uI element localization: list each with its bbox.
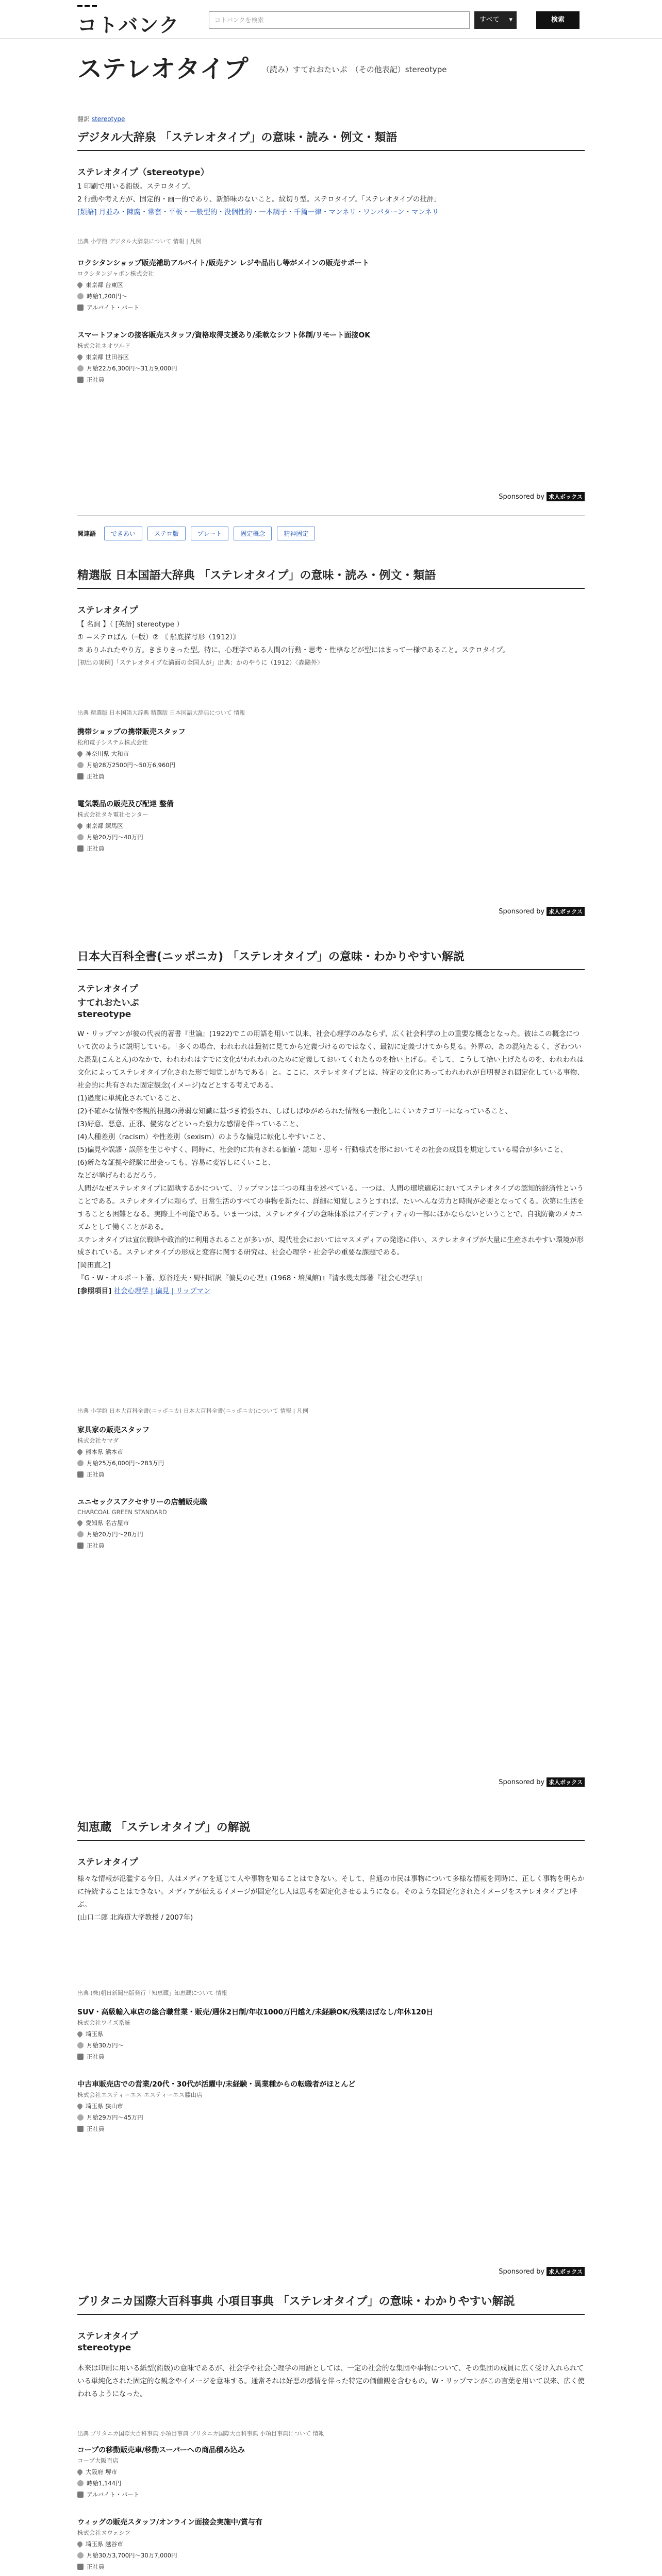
job-type: 正社員 [87, 773, 105, 780]
citation: [初出の実例]「ステレオタイプな満面の全国人が」出典：かのやうに（1912）〈森鷗外〉 [77, 658, 323, 666]
sense-1: 1 印刷で用いる鉛版。ステロタイプ。 [77, 182, 194, 191]
location-icon [76, 1519, 84, 1527]
sponsor-brand[interactable]: 求人ボックス [547, 492, 585, 501]
job-pay: 月給20万円〜40万円 [87, 834, 143, 841]
location-icon [76, 750, 84, 757]
job-pay-row [77, 292, 585, 300]
job-type-row [77, 1470, 585, 1479]
job-pay: 月給28万2500円〜50万6,960円 [87, 761, 175, 769]
job-title[interactable]: コープの移動販売車/移動スーパーへの商品積み込み [77, 2446, 245, 2454]
divider [77, 515, 585, 516]
job-title[interactable]: 中古車販売店での営業/20代・30代が活躍中/未経験・異業種からの転職者がほとんど [77, 2080, 356, 2089]
entry-body [77, 1028, 585, 1298]
location-icon [76, 1448, 84, 1455]
job-type-icon [77, 1471, 84, 1478]
job-type: アルバイト・パート [87, 304, 140, 311]
pos-line: 【 名詞 】（ [英語] stereotype ） [77, 620, 184, 629]
job-type-row [77, 376, 585, 384]
related-tag[interactable]: できあい [104, 527, 142, 540]
sponsor-label: Sponsored by [499, 2268, 545, 2276]
salary-icon [77, 2480, 84, 2486]
entry-title: ステレオタイプ [77, 1857, 138, 1868]
job-type: 正社員 [87, 845, 105, 852]
job-type-icon [77, 377, 84, 383]
job-pay-row [77, 2113, 585, 2122]
source-meta: 出典 小学館 デジタル大辞泉について 情報 | 凡例 [77, 238, 202, 245]
job-type-icon [77, 2054, 84, 2060]
job-card[interactable] [77, 2079, 585, 2133]
page-title-row [77, 49, 585, 84]
related-label: 関連語 [77, 530, 96, 537]
location-icon [76, 2468, 84, 2476]
source-meta: 出典 小学館 日本大百科全書(ニッポニカ) 日本大百科全書(ニッポニカ)について 情報 | 凡例 [77, 1408, 308, 1414]
job-type: 正社員 [87, 2563, 105, 2570]
job-pay-row [77, 833, 585, 841]
salary-icon [77, 2114, 84, 2121]
section-nikkoku-head: 精選版 日本国語大辞典 「ステレオタイプ」の意味・読み・例文・類語 [77, 567, 585, 589]
source-meta: 出典 ブリタニカ国際大百科事典 小項目事典 ブリタニカ国際大百科事典 小項目事典について 情報 [77, 2430, 324, 2437]
job-pay: 月給20万円〜28万円 [87, 1531, 143, 1538]
entry-reading: すてれおたいぷ [77, 998, 139, 1008]
job-company: 株式会社ヤマダ [77, 1437, 119, 1444]
job-location-row [77, 281, 585, 289]
salary-icon [77, 1531, 84, 1537]
page-yomi: （読み）すてれおたいぷ （その他表記）stereotype [261, 65, 447, 74]
job-location: 埼玉県 [86, 2030, 104, 2038]
job-type: 正社員 [87, 2125, 105, 2132]
section-daijisen-head: デジタル大辞泉 「ステレオタイプ」の意味・読み・例文・類語 [77, 129, 585, 151]
reference-label: [参照項目] [77, 1287, 112, 1296]
reference-links[interactable]: 社会心理学 | 偏見 | リップマン [113, 1287, 211, 1296]
related-tag[interactable]: プレート [191, 527, 229, 540]
list-item: (3)好意、悪意、正邪、優劣などといった強力な感情を伴っていること、 [77, 1120, 303, 1128]
job-pay: 月給29万円〜45万円 [87, 2114, 143, 2121]
location-icon [76, 822, 84, 829]
reference-row [77, 1285, 585, 1298]
job-type-row [77, 303, 585, 312]
search-button[interactable]: 検索 [536, 11, 580, 29]
job-title[interactable]: SUV・高級輸入車店の総合職営業・販売/週休2日制/年収1000万円越え/未経験OK/残業ほぼなし/年休120日 [77, 2008, 434, 2016]
search-input[interactable]: コトバンクを検索 [209, 11, 470, 29]
entry-body [77, 618, 585, 668]
translation-link[interactable]: stereotype [91, 115, 125, 123]
job-card[interactable] [77, 726, 585, 781]
source-meta: 出典 精選版 日本国語大辞典 精選版 日本国語大辞典について 情報 [77, 709, 245, 716]
job-type-icon [77, 2564, 84, 2570]
job-card[interactable] [77, 258, 585, 312]
job-company: 株式会社ネオワルド [77, 342, 131, 349]
job-company: 松和電子システム株式会社 [77, 739, 148, 746]
translation-label: 翻訳 [77, 115, 90, 123]
sponsor-brand[interactable]: 求人ボックス [547, 2267, 585, 2276]
job-location-row [77, 2102, 585, 2110]
related-tag[interactable]: 固定概念 [234, 527, 272, 540]
job-company: ロクシタンジャポン株式会社 [77, 270, 154, 277]
job-location-row [77, 1448, 585, 1456]
job-location: 東京都 台東区 [86, 281, 123, 289]
job-title[interactable]: ロクシタンショップ販売補助アルバイト/販売テン レジや品出し等がメインの販売サポート [77, 259, 369, 267]
job-location-row [77, 750, 585, 758]
sponsor-brand[interactable]: 求人ボックス [547, 907, 585, 916]
translation-row [77, 114, 585, 123]
job-location: 熊本県 熊本市 [86, 1448, 123, 1455]
bibliography: 『G・W・オルポート著、原谷達夫・野村昭訳『偏見の心理』(1968・培風館)』『清水幾太郎著『社会心理学』』 [77, 1274, 426, 1283]
sponsor-line[interactable] [77, 2267, 585, 2276]
location-icon [76, 353, 84, 361]
job-location: 東京都 世田谷区 [86, 353, 129, 361]
job-company: 株式会社ヌウェシフ [77, 2529, 131, 2536]
job-card[interactable] [77, 2445, 585, 2499]
list-item: (5)偏見や誤謬・誤解を生じやすく、同時に、社会的に共有される価値・認知・思考・行動様式を形においてその社会の成員を規定している場合が多いこと、 [77, 1145, 568, 1154]
job-pay-row [77, 364, 585, 372]
entry-body [77, 2362, 585, 2401]
list-item: (4)人種差別（racism）や性差別（sexism）のような偏見に転化しやすいこと、 [77, 1132, 330, 1141]
location-icon [76, 2103, 84, 2110]
job-type-row [77, 772, 585, 781]
job-card[interactable] [77, 1425, 585, 1479]
job-type-icon [77, 1543, 84, 1549]
job-pay-row [77, 761, 585, 769]
job-type-icon [77, 2492, 84, 2498]
job-title[interactable]: ウィッグの販売スタッフ/オンライン面接会実施中/賞与有 [77, 2518, 262, 2527]
job-title[interactable]: 携帯ショップの携帯販売スタッフ [77, 728, 186, 736]
job-type-row [77, 844, 585, 853]
job-type-icon [77, 845, 84, 852]
entry-title: ステレオタイプ [77, 2331, 138, 2342]
related-tag[interactable]: ステロ版 [147, 527, 186, 540]
job-location: 埼玉県 狭山市 [86, 2103, 123, 2110]
entry-body [77, 180, 585, 219]
job-type: 正社員 [87, 2053, 105, 2060]
paragraph: 本来は印刷に用いる紙型(鉛版)の意味であるが、社会学や社会心理学の用語としては、一定の社会的な集団や事物について、その集団の成員に広く受け入れられている単純化された固定的な観念やイメージを意味する。通常それは好悪の感情を伴った特定の価値観を含むもの。W・リップマンがこの言葉を用いて以来、広く使われるようになった。 [77, 2364, 585, 2398]
salary-icon [77, 2042, 84, 2048]
job-type-row [77, 2563, 585, 2571]
job-location: 愛知県 名古屋市 [86, 1519, 129, 1527]
job-type-row [77, 1541, 585, 1550]
job-type: 正社員 [87, 376, 105, 383]
list-item: (6)新たな証拠や経験に出会っても、容易に変容しにくいこと、 [77, 1158, 275, 1167]
job-location-row [77, 822, 585, 830]
sense-2: 2 行動や考え方が、固定的・画一的であり、新鮮味のないこと。紋切り型。ステロタイプ。「ステレオタイプの批評」 [77, 195, 441, 204]
job-card[interactable] [77, 1497, 585, 1550]
entry-title: ステレオタイプ（stereotype） [77, 167, 209, 178]
job-location-row [77, 2468, 585, 2476]
job-pay-row [77, 1530, 585, 1538]
salary-icon [77, 2552, 84, 2558]
job-pay: 月給25万6,000円〜283万円 [87, 1460, 164, 1467]
source-meta: 出典 (株)朝日新聞出版発行「知恵蔵」知恵蔵について 情報 [77, 1990, 227, 1996]
job-location: 神奈川県 大和市 [86, 750, 129, 757]
section-britannica-head: ブリタニカ国際大百科事典 小項目事典 「ステレオタイプ」の意味・わかりやすい解説 [77, 2293, 585, 2315]
paragraph: 様々な情報が氾濫する今日、人はメディアを通じて人や事物を知ることはできない。そして、普通の市民は事物について多様な情報を同時に、正しく事物を明らかに持続することはできない。メディアが伝えるイメージが固定化し人は思考を固定化させるようになる。そのような固定化されたイメージをステレオタイプと呼ぶ。 [77, 1875, 585, 1909]
job-location-row [77, 1519, 585, 1527]
job-type-row [77, 2053, 585, 2061]
job-pay-row [77, 2041, 585, 2049]
job-type-row [77, 2490, 585, 2499]
salary-icon [77, 1460, 84, 1466]
salary-icon [77, 762, 84, 768]
sponsor-brand[interactable]: 求人ボックス [547, 1777, 585, 1787]
author: (山口二郎 北海道大学教授 / 2007年) [77, 1913, 193, 1922]
job-pay: 月給30万円〜 [87, 2042, 124, 2049]
job-pay: 時給1,144円 [87, 2480, 122, 2487]
job-pay: 月給22万6,300円〜31万9,000円 [87, 365, 177, 372]
entry-body [77, 1873, 585, 1924]
entry-title: ステレオタイプ [77, 605, 138, 616]
job-location: 東京都 練馬区 [86, 822, 123, 829]
job-company: 株式会社エスティーエス エスティーエス藤山店 [77, 2091, 203, 2098]
job-type-icon [77, 304, 84, 311]
location-icon [76, 2030, 84, 2038]
job-company: 株式会社ワイズ系統 [77, 2019, 131, 2026]
paragraph: W・リップマンが彼の代表的著書『世論』(1922)でこの用語を用いて以来、社会心理学のみならず、広く社会科学の上の重要な概念となった。彼はこの概念について次のように説明している。「多くの場合、われわれは最初に見てから定義づけるのではなく、最初に定義づけてから見る。外界の、あの混沌たるく、ざわついた混乱(こんとん)のなかで、われわれはすでに文化がわれわれのために定義しておいてくれたものを拾い上げる。そして、こうして拾い上げたものを、われわれは文化によってステレオタイプ化された形で知覚しがちである」と。ここに、ステレオタイプとは、特定の文化にあってわれわれが自明視され固定化している事物、社会的に共有された固定観念(イメージ)などとする考えである。 [77, 1030, 584, 1090]
job-card[interactable] [77, 330, 585, 384]
related-words [77, 527, 585, 540]
author: [岡田直之] [77, 1261, 111, 1270]
job-type-row [77, 2125, 585, 2133]
sponsor-line[interactable] [77, 1777, 585, 1787]
list-item: (1)過度に単純化されていること、 [77, 1094, 185, 1103]
section-chiezo-head: 知恵蔵 「ステレオタイプ」の解説 [77, 1819, 585, 1841]
paragraph: 人間がなぜステレオタイプに固執するかについて、リップマンは二つの理由を述べている。一つは、人間の環境適応においてステレオタイプの認知的経済性ということである。ステレオタイプに頼らず、日常生活のすべての事物を新たに、詳細に知覚しようとすれば、たいへんな労力と時間が必要となってくる。次第に生活をすることも困難となる。実際上不可能である。いま一つは、ステレオタイプの意味体系はアイデンティティの一部にほかならないということで、自我防衛のメカニズムとして働くことがある。 [77, 1184, 584, 1231]
job-pay: 時給1,200円〜 [87, 293, 127, 300]
job-location: 大阪府 堺市 [86, 2468, 118, 2476]
job-type: 正社員 [87, 1471, 105, 1478]
related-tag[interactable]: 精神固定 [277, 527, 315, 540]
entry-english: stereotype [77, 2343, 131, 2353]
job-type: アルバイト・パート [87, 2491, 140, 2498]
job-type: 正社員 [87, 1542, 105, 1549]
job-title[interactable]: 家具家の販売スタッフ [77, 1426, 150, 1434]
sense-2: ② ありふれたやり方。きまりきった型。特に、心理学である人間の行動・思考・性格などが型にはまって一様であること。ステロタイプ。 [77, 646, 509, 654]
job-card[interactable] [77, 2007, 585, 2061]
job-pay-row [77, 2551, 585, 2560]
sponsor-label: Sponsored by [499, 493, 545, 501]
job-pay-row [77, 2479, 585, 2487]
entry-title: ステレオタイプ [77, 984, 138, 994]
job-company: 株式会社タキ電社センター [77, 811, 148, 818]
entry-english: stereotype [77, 1009, 131, 1020]
sponsor-line[interactable] [77, 492, 585, 501]
sense-1: ① ＝ステロばん（─版）② 〘 船底描写形（1912）〙 [77, 633, 240, 641]
sponsor-label: Sponsored by [499, 1778, 545, 1786]
site-header [0, 0, 662, 39]
list-item: (2)不確かな情報や客観的根拠の薄弱な知識に基づき誇張され、しばしばゆがめられた情報も一般化しにくいカテゴリーになっていること、 [77, 1107, 512, 1115]
job-title[interactable]: ユニセックスアクセサリーの店舗販売職 [77, 1498, 207, 1506]
list-item: などが挙げられるだろう。 [77, 1171, 161, 1180]
salary-icon [77, 365, 84, 371]
location-icon [76, 2540, 84, 2548]
site-logo[interactable]: コトバンク [77, 14, 180, 37]
location-icon [76, 281, 84, 289]
job-title[interactable]: スマートフォンの接客販売スタッフ/資格取得支援あり/柔軟なシフト体制/リモート面接OK [77, 331, 371, 340]
job-company: コープ大阪百店 [77, 2457, 119, 2464]
job-location: 埼玉県 越谷市 [86, 2540, 123, 2548]
paragraph: ステレオタイプは宣伝戦略や政治的に利用されることが多いが、現代社会においてはマスメディアの発達に伴い、ステレオタイプが大量に生産されやすい環境が形成されている。ステレオタイプの形成と変容に関する研究は、社会心理学・社会学の重要な課題である。 [77, 1235, 584, 1257]
page-title: ステレオタイプ [77, 55, 249, 83]
job-card[interactable] [77, 2517, 585, 2571]
job-location-row [77, 353, 585, 361]
section-nipponica-head: 日本大百科全書(ニッポニカ) 「ステレオタイプ」の意味・わかりやすい解説 [77, 948, 585, 970]
sponsor-label: Sponsored by [499, 908, 545, 916]
logo-mark [77, 4, 97, 8]
job-card[interactable] [77, 799, 585, 853]
job-title[interactable]: 電気製品の販売及び配達 整備 [77, 800, 174, 808]
sponsor-line[interactable] [77, 907, 585, 916]
job-pay-row [77, 1459, 585, 1467]
job-company: CHARCOAL GREEN STANDARD [77, 1509, 167, 1516]
job-type-icon [77, 2126, 84, 2132]
job-location-row [77, 2540, 585, 2548]
job-location-row [77, 2030, 585, 2038]
job-type-icon [77, 773, 84, 779]
synonyms: [類語] 月並み・陳腐・常套・平板・一般型的・没個性的・一本調子・千篇一律・マンネリ・ワンパターン・マンネリ [77, 208, 439, 216]
salary-icon [77, 293, 84, 299]
salary-icon [77, 834, 84, 840]
search-scope-select[interactable]: すべて ▾ [474, 11, 517, 29]
job-pay: 月給30万3,700円〜30万7,000円 [87, 2552, 177, 2559]
